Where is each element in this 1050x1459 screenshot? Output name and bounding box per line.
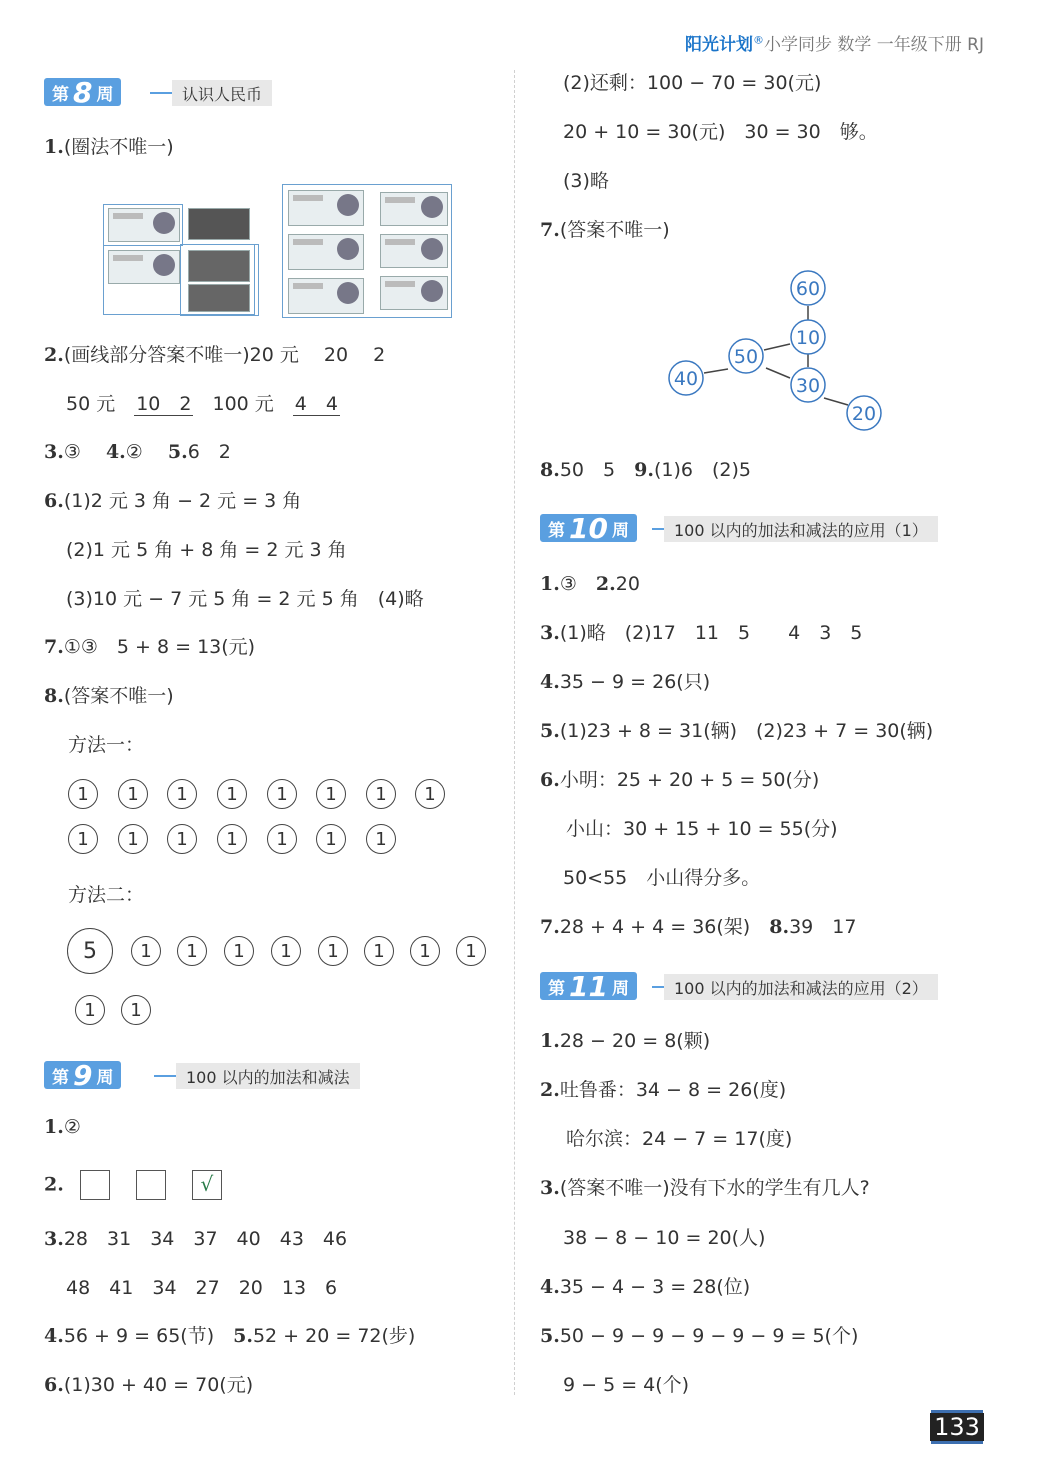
q6-2-cont2: 20 + 10 = 30(元) 30 = 30 够。 [563,121,878,143]
w10-q1-q2: 1.③ 2.20 [540,573,640,595]
w10-q6: 6.小明：25 + 20 + 5 = 50(分) [540,769,820,791]
week-badge: 第 10 周 [540,514,637,542]
coin-circle: 1 [167,824,197,854]
tree-node-label: 10 [795,327,821,349]
coin-circle: 1 [217,824,247,854]
w10-q7-q8: 7.28 + 4 + 4 = 36(架) 8.39 17 [540,916,857,938]
brand-name: 阳光计划 [684,35,753,55]
w10-q6-cont2: 50<55 小山得分多。 [563,867,761,889]
w9-q4-q5: 4.56 + 9 = 65(节) 5.52 + 20 = 72(步) [44,1325,416,1347]
tree-node-label: 20 [851,403,877,425]
coin-circle: 1 [118,824,148,854]
coin-circle: 1 [267,779,297,809]
coin-circle: 1 [415,779,445,809]
week-title: 100 以内的加法和减法的应用（2） [664,974,938,1000]
w11-q3-cont: 38 − 8 − 10 = 20(人) [563,1227,766,1249]
q6-3-cont: (3)略 [563,170,609,192]
q2-cont: 50 元 10 2 100 元 4 4 [66,393,338,415]
coin-circle: 1 [68,779,98,809]
page-header [685,30,984,55]
registered-mark: ® [752,33,764,47]
tree-link [766,368,790,378]
coin-circle: 1 [121,995,151,1025]
coin-circle: 1 [366,779,396,809]
w11-q3: 3.(答案不唯一)没有下水的学生有几人? [540,1177,870,1199]
w11-q5-cont: 9 − 5 = 4(个) [563,1374,690,1396]
w10-q3: 3.(1)略 (2)17 11 5 4 3 5 [540,622,863,644]
book-info: 小学同步 数学 一年级下册 RJ [763,35,984,55]
week-badge: 第 8 周 [44,78,121,106]
coin-circle-large: 5 [67,928,113,974]
w11-q2: 2.吐鲁番：34 − 8 = 26(度) [540,1079,787,1101]
w10-q4: 4.35 − 9 = 26(只) [540,671,711,693]
week-10-heading [540,511,965,545]
answer-box [136,1170,166,1200]
w9-q6: 6.(1)30 + 40 = 70(元) [44,1374,254,1396]
coin-circle: 1 [316,824,346,854]
q6-3: (3)10 元 − 7 元 5 角 = 2 元 5 角 (4)略 [66,588,424,610]
tree-link [704,369,728,373]
w9-q3: 3.28 31 34 37 40 43 46 [44,1228,348,1250]
w9-q3-cont: 48 41 34 27 20 13 6 [66,1277,338,1299]
week-8-heading [44,75,294,109]
coin-circle: 1 [131,936,161,966]
coin-circle: 1 [271,936,301,966]
answer-box-checked: √ [192,1170,222,1200]
w11-q2-cont: 哈尔滨：24 − 7 = 17(度) [566,1128,793,1150]
answer-box [80,1170,110,1200]
week-badge: 第 9 周 [44,1061,121,1089]
w10-q5: 5.(1)23 + 8 = 31(辆) (2)23 + 7 = 30(辆) [540,720,934,742]
page-number: 133 [931,1410,983,1444]
w11-q1: 1.28 − 20 = 8(颗) [540,1030,711,1052]
number-tree [660,268,890,438]
q2: 2.(画线部分答案不唯一)20 元 20 2 [44,344,386,366]
coin-circle: 1 [316,779,346,809]
q3-q5: 3.③ 4.② 5.6 2 [44,441,231,463]
coin-circle: 1 [366,824,396,854]
q7: 7.①③ 5 + 8 = 13(元) [44,636,256,658]
coin-circle: 1 [224,936,254,966]
q8: 8.(答案不唯一) [44,685,174,707]
week-title: 100 以内的加法和减法 [176,1063,360,1089]
coin-circle: 1 [364,936,394,966]
w9-q2: 2. √ [44,1170,248,1200]
week-badge: 第 11 周 [540,972,637,1000]
w11-q5: 5.50 − 9 − 9 − 9 − 9 − 9 = 5(个) [540,1325,859,1347]
q6-2-cont: (2)还剩：100 − 70 = 30(元) [563,72,822,94]
q1: 1.(圈法不唯一) [44,136,174,158]
underlined-answer: 4 4 [294,393,338,415]
tree-node-label: 60 [795,278,821,300]
coin-circle: 1 [177,936,207,966]
tree-link [824,398,848,405]
money-illustration [100,182,455,318]
w9-q1: 1.② [44,1116,81,1138]
coin-circle: 1 [456,936,486,966]
coin-circle: 1 [167,779,197,809]
week-title: 100 以内的加法和减法的应用（1） [664,516,938,542]
w10-q6-cont: 小山：30 + 15 + 10 = 55(分) [566,818,838,840]
coin-circle: 1 [68,824,98,854]
tree-node-label: 30 [795,375,821,397]
tree-node-label: 40 [673,368,699,390]
coin-circle: 1 [267,824,297,854]
underlined-answer: 10 2 [136,393,192,415]
w11-q4: 4.35 − 4 − 3 = 28(位) [540,1276,751,1298]
coin-circle: 1 [410,936,440,966]
coin-circle: 1 [318,936,348,966]
w9-q7: 7.(答案不唯一) [540,219,670,241]
coin-circle: 1 [118,779,148,809]
w9-q8-q9: 8.50 5 9.(1)6 (2)5 [540,459,751,481]
tree-node-label: 50 [733,346,759,368]
week-11-heading [540,969,965,1003]
tree-link [764,344,790,350]
column-divider [514,70,515,1395]
method-2-label: 方法二： [68,884,145,906]
coin-circle: 1 [217,779,247,809]
q6-2: (2)1 元 5 角 + 8 角 = 2 元 3 角 [66,539,347,561]
q6: 6.(1)2 元 3 角 − 2 元 = 3 角 [44,490,302,512]
coin-circle: 1 [75,995,105,1025]
week-9-heading [44,1058,389,1092]
method-1-label: 方法一： [68,734,145,756]
week-title: 认识人民币 [172,80,272,106]
